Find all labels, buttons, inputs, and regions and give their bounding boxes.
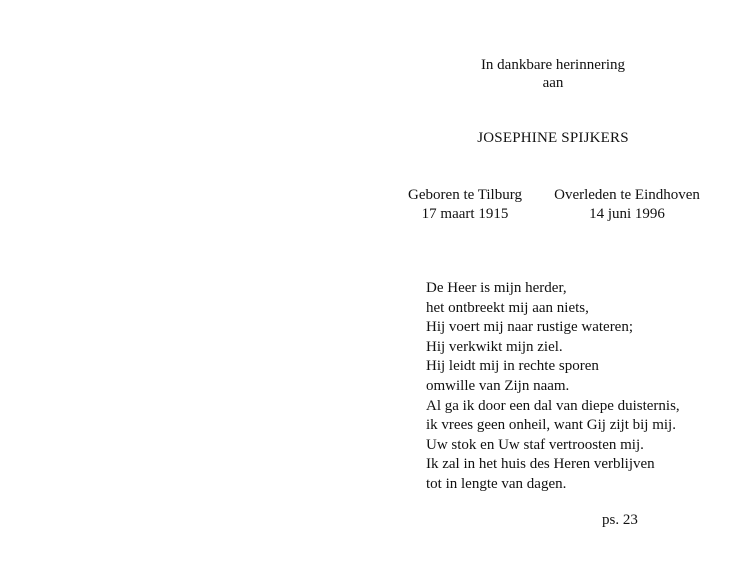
- poem-line: De Heer is mijn herder,: [426, 280, 567, 296]
- poem-line: Hij leidt mij in rechte sporen: [426, 358, 599, 375]
- poem-line: Hij verkwikt mijn ziel.: [426, 338, 563, 355]
- poem-line: het ontbreekt mij aan niets,: [426, 299, 589, 316]
- birth-info: [398, 186, 532, 224]
- death-place: Overleden te Eindhoven: [554, 187, 700, 203]
- poem-line: tot in lengte van dagen.: [426, 475, 567, 492]
- psalm-reference: ps. 23: [602, 512, 638, 528]
- deceased-name: JOSEPHINE SPIJKERS: [477, 130, 629, 146]
- poem-line: omwille van Zijn naam.: [426, 377, 570, 394]
- dedication-line-1: In dankbare herinnering: [480, 57, 626, 73]
- poem-line: Uw stok en Uw staf vertroosten mij.: [426, 436, 644, 453]
- poem-line: Al ga ik door een dal van diepe duisternis,: [426, 397, 680, 414]
- birth-place: Geboren te Tilburg: [408, 187, 522, 203]
- death-info: [548, 186, 706, 224]
- dedication-heading: [400, 56, 706, 92]
- poem-line: Hij voert mij naar rustige wateren;: [426, 319, 634, 336]
- death-date: 14 juni 1996: [589, 206, 665, 222]
- psalm-text: [426, 279, 680, 495]
- birth-date: 17 maart 1915: [421, 206, 509, 222]
- poem-line: ik vrees geen onheil, want Gij zijt bij mij.: [426, 417, 676, 434]
- dedication-line-2: aan: [542, 75, 564, 91]
- poem-line: Ik zal in het huis des Heren verblijven: [426, 456, 655, 473]
